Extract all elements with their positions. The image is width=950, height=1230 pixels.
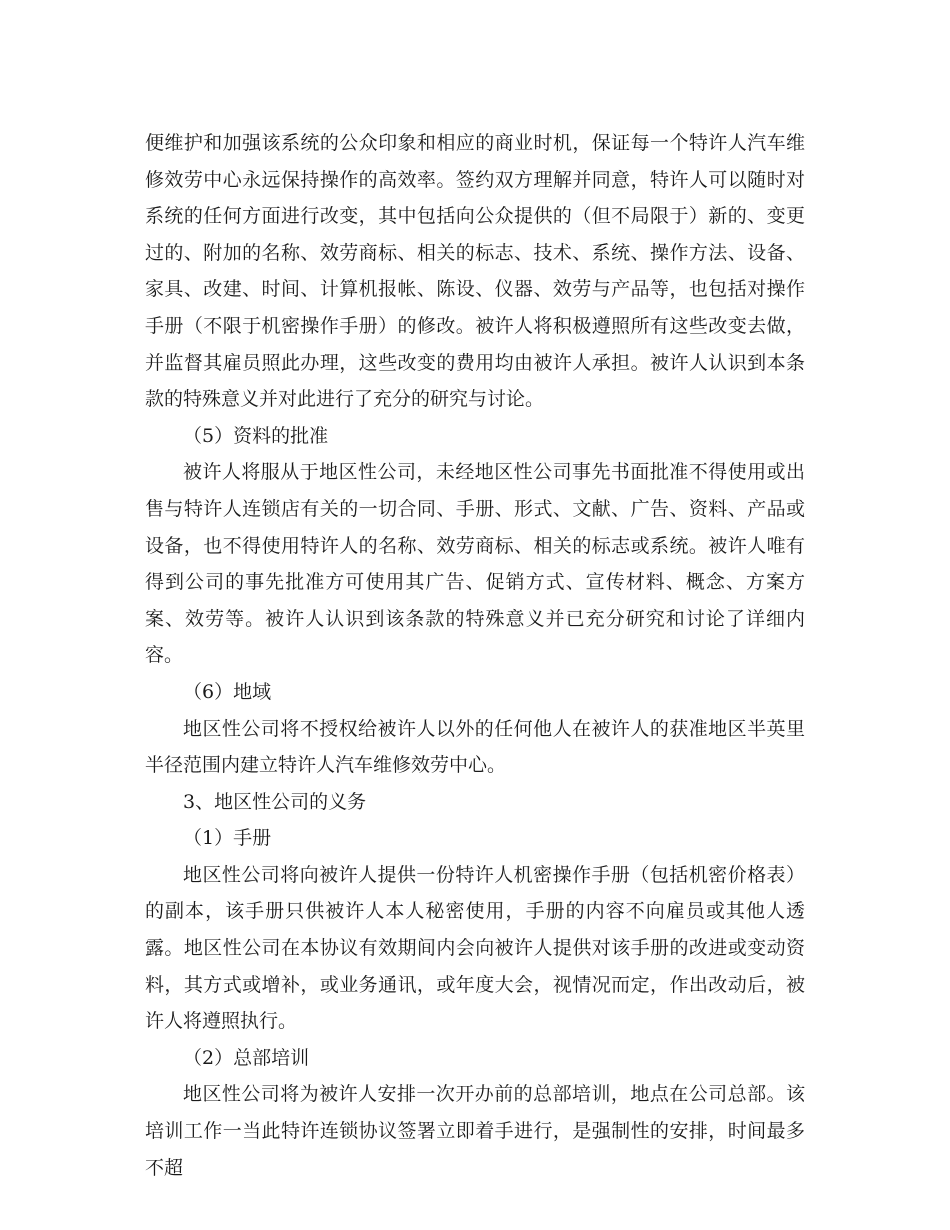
section-heading-manual: （1）手册: [183, 827, 272, 850]
document-body: [145, 125, 805, 1186]
paragraph-approval: 被许人将服从于地区性公司，未经地区性公司事先书面批准不得使用或出售与特许人连锁店有关的一切合同、手册、形式、文献、广告、资料、产品或设备，也不得使用特许人的名称、效劳商标、相关的标志或系统。被许人唯有得到公司的事先批准方可使用其广告、促销方式、宣传材料、概念、方案方案、效劳等。被许人认识到该条款的特殊意义并已充分研究和讨论了详细内容。: [145, 461, 805, 667]
section-heading-territory: （6）地域: [183, 680, 272, 703]
paragraph-training: 地区性公司将为被许人安排一次开办前的总部培训，地点在公司总部。该培训工作一当此特许连锁协议签署立即着手进行，是强制性的安排，时间最多不超: [145, 1083, 805, 1179]
paragraph-continuation: 便维护和加强该系统的公众印象和相应的商业时机，保证每一个特许人汽车维修效劳中心永远保持操作的高效率。签约双方理解并同意，特许人可以随时对系统的任何方面进行改变，其中包括向公众提供的（但不局限于）新的、变更过的、附加的名称、效劳商标、相关的标志、技术、系统、操作方法、设备、家具、改建、时间、计算机报帐、陈设、仪器、效劳与产品等，也包括对操作手册（不限于机密操作手册）的修改。被许人将积极遵照所有这些改变去做，并监督其雇员照此办理，这些改变的费用均由被许人承担。被许人认识到本条款的特殊意义并对此进行了充分的研究与讨论。: [145, 132, 805, 411]
section-heading-training: （2）总部培训: [183, 1046, 310, 1069]
paragraph-territory: 地区性公司将不授权给被许人以外的任何他人在被许人的获准地区半英里半径范围内建立特许人汽车维修效劳中心。: [145, 717, 805, 777]
section-heading-approval: （5）资料的批准: [183, 424, 329, 447]
paragraph-manual: 地区性公司将向被许人提供一份特许人机密操作手册（包括机密价格表）的副本，该手册只供被许人本人秘密使用，手册的内容不向雇员或其他人透露。地区性公司在本协议有效期间内会向被许人提供对该手册的改进或变动资料，其方式或增补，或业务通讯，或年度大会，视情况而定，作出改动后，被许人将遵照执行。: [145, 863, 805, 1033]
section-heading-obligations: 3、地区性公司的义务: [183, 790, 367, 813]
